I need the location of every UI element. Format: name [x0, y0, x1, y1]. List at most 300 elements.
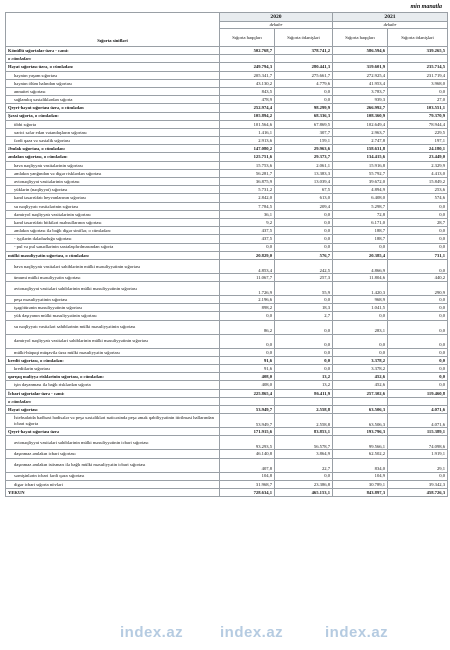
row-value: 31.968,7 — [220, 480, 275, 488]
row-value: 465.153,1 — [275, 488, 333, 496]
row-value: 6.408,0 — [333, 194, 388, 202]
table-row — [6, 356, 448, 364]
row-value: 0,0 — [275, 235, 333, 243]
row-value: 7.784,5 — [220, 202, 275, 210]
col-header-premiums-2021: Sığorta haqqları — [333, 29, 388, 47]
row-value: 1.420,3 — [333, 282, 388, 296]
row-value: 72,8 — [333, 210, 388, 218]
row-value: 257.302,6 — [333, 389, 388, 397]
row-value: 13.039,4 — [275, 178, 333, 186]
row-value: 0,0 — [388, 334, 448, 348]
row-value — [220, 397, 275, 405]
row-value: 440,2 — [388, 273, 448, 281]
table-body — [6, 47, 448, 497]
row-value: 197,1 — [388, 137, 448, 145]
row-value: 0,0 — [333, 312, 388, 320]
row-value: 5.731,2 — [220, 186, 275, 194]
row-value: 205.341,7 — [220, 71, 275, 79]
row-value: 43.130,2 — [220, 79, 275, 87]
row-value: 728.634,1 — [220, 488, 275, 496]
row-value: 3.783,7 — [333, 87, 388, 95]
row-value: 266.992,7 — [333, 104, 388, 112]
col-header-claims-2020: Sığorta ödənişləri — [275, 29, 333, 47]
table-row — [6, 389, 448, 397]
row-label: - pul və pul sənədlərinin saxtalaşdırılmasından sığorta — [6, 243, 220, 251]
row-label: sərnişinlərin icbari fərdi qəza sığortası — [6, 472, 220, 480]
row-value: 0,0 — [388, 296, 448, 304]
row-value: 56.578,7 — [275, 436, 333, 450]
row-value: 843.897,3 — [333, 488, 388, 496]
row-value: 3.968,0 — [388, 79, 448, 87]
row-value: 23.449,0 — [388, 153, 448, 161]
row-value: 36.875,9 — [220, 178, 275, 186]
row-value: 103.551,1 — [388, 104, 448, 112]
table-row — [6, 79, 448, 87]
row-value: 41.953,4 — [333, 79, 388, 87]
watermark-1: index.az — [120, 624, 184, 641]
row-value: 13,2 — [275, 373, 333, 381]
row-label: yük daşıyanın mülki məsuliyyətinin sığortası — [6, 312, 220, 320]
row-value: 968,9 — [333, 296, 388, 304]
row-value: 159,1 — [275, 137, 333, 145]
row-value: 171.915,6 — [220, 428, 275, 436]
row-label: Həyat sığortası — [6, 405, 220, 413]
row-value: 98.299,9 — [275, 104, 333, 112]
row-label: su nəqliyyatı vasitələrinin sığortası — [6, 202, 220, 210]
row-value: 115.389,1 — [388, 428, 448, 436]
table-row — [6, 153, 448, 161]
table-row — [6, 450, 448, 458]
table-row — [6, 243, 448, 251]
table-row — [6, 296, 448, 304]
row-value: 5.298,7 — [333, 202, 388, 210]
table-row — [6, 71, 448, 79]
table-row — [6, 120, 448, 128]
row-value: 29.373,7 — [275, 153, 333, 161]
row-value: 0,0 — [275, 96, 333, 104]
table-row — [6, 436, 448, 450]
row-value: 0,0 — [275, 365, 333, 373]
row-value: 2.196,6 — [220, 296, 275, 304]
row-value: 0,0 — [275, 334, 333, 348]
row-value: 56.281,7 — [220, 169, 275, 177]
row-value: 1.416,1 — [220, 128, 275, 136]
table-row — [6, 428, 448, 436]
row-value: 2,7 — [275, 312, 333, 320]
row-label: əmlakın sığortası, o cümlədən: — [6, 153, 220, 161]
row-value: 2.963,7 — [333, 128, 388, 136]
row-value: 378.741,2 — [275, 47, 333, 55]
row-value: 108.360,9 — [333, 112, 388, 120]
row-value: 0,0 — [388, 304, 448, 312]
row-value: 4.071,6 — [388, 405, 448, 413]
row-value: 574,6 — [388, 194, 448, 202]
row-value: 0,0 — [220, 348, 275, 356]
row-value: 147.080,2 — [220, 145, 275, 153]
row-value: 55,9 — [275, 282, 333, 296]
row-value: 13,2 — [275, 381, 333, 389]
row-value: 0,0 — [388, 259, 448, 273]
row-value — [275, 55, 333, 63]
row-value: 253,6 — [388, 186, 448, 194]
row-value: 275.661,7 — [275, 71, 333, 79]
table-row — [6, 104, 448, 112]
table-row — [6, 458, 448, 472]
row-value: 252.974,4 — [220, 104, 275, 112]
row-value: 2.558,8 — [275, 405, 333, 413]
table-row — [6, 87, 448, 95]
row-value: 586.594,6 — [333, 47, 388, 55]
row-value: 1.919,1 — [388, 450, 448, 458]
row-value — [333, 55, 388, 63]
unit-label: min manatla — [410, 4, 442, 10]
row-value: 99.566,1 — [333, 436, 388, 450]
row-value: 102.649,4 — [333, 120, 388, 128]
table-row — [6, 128, 448, 136]
table-row — [6, 55, 448, 63]
row-value: 235.714,5 — [388, 63, 448, 71]
row-value: 104,8 — [220, 472, 275, 480]
row-value: 249.794,3 — [220, 63, 275, 71]
table-row — [6, 273, 448, 281]
year-header-2020: 2020 — [220, 13, 333, 22]
table-row — [6, 145, 448, 153]
row-value: 29.963,6 — [275, 145, 333, 153]
row-value: 502.768,7 — [220, 47, 275, 55]
row-value: 74.098,6 — [388, 436, 448, 450]
col-header-class: Sığorta sinifləri — [6, 13, 220, 47]
table-row — [6, 251, 448, 259]
row-value: 119.460,8 — [388, 389, 448, 397]
row-label: annuitet sığortası — [6, 87, 220, 95]
row-value: 67.869,5 — [275, 120, 333, 128]
row-label: YEKUN — [6, 488, 220, 496]
table-row — [6, 282, 448, 296]
table-row — [6, 178, 448, 186]
row-label: kredit sığortası, o cümlədən: — [6, 356, 220, 364]
row-label: su nəqliyyatı vasitələri sahiblərinin mülki məsuliyyətinin sığortası — [6, 320, 220, 334]
row-value: 272.925,4 — [333, 71, 388, 79]
row-label: fərdi qəza və xəstəlik sığortası — [6, 137, 220, 145]
row-value: 29,1 — [388, 458, 448, 472]
row-value: 339.265,5 — [388, 47, 448, 55]
row-value: 939,3 — [333, 96, 388, 104]
row-label: Qeyri-həyat sığortası üzrə — [6, 428, 220, 436]
row-label: digər icbari sığorta növləri — [6, 480, 220, 488]
row-label: peşə məsuliyyətinin sığortası — [6, 296, 220, 304]
watermark-3: index.az — [325, 624, 389, 641]
table-row — [6, 210, 448, 218]
row-value: 36,1 — [220, 210, 275, 218]
row-value: 843,5 — [220, 87, 275, 95]
row-value: 20.385,4 — [333, 251, 388, 259]
row-value: 458.726,3 — [388, 488, 448, 496]
month-header-2021: dekabr — [333, 22, 448, 29]
row-value: 24.180,1 — [388, 145, 448, 153]
row-value: 613,0 — [275, 194, 333, 202]
row-value — [333, 397, 388, 405]
row-value: 193.796,3 — [333, 428, 388, 436]
table-row — [6, 397, 448, 405]
row-label: İstehsalatda bədbəxt hadisələr və peşə xəstəlikləri nəticəsində peşə əmək qabiliyyətinin itirilməsi hallarından icbari sığorta — [6, 414, 220, 428]
table-row — [6, 381, 448, 389]
row-value: 83.853,1 — [275, 428, 333, 436]
row-value: 452,6 — [333, 373, 388, 381]
col-header-premiums-2020: Sığorta haqqları — [220, 29, 275, 47]
table-row — [6, 348, 448, 356]
row-label: həyatın ölüm halından sığortası — [6, 79, 220, 87]
row-value: 576,7 — [275, 251, 333, 259]
row-value: 4.413,0 — [388, 169, 448, 177]
row-label: Qeyri-həyat sığortası üzrə, o cümlədən — [6, 104, 220, 112]
row-value: 4.853,4 — [220, 259, 275, 273]
row-value: 91,6 — [220, 365, 275, 373]
row-label: kənd təsərrüfatı heyvanlarının sığortası — [6, 194, 220, 202]
row-value: 437,5 — [220, 227, 275, 235]
row-value: 0,0 — [388, 243, 448, 251]
row-value: 280.441,3 — [275, 63, 333, 71]
row-value: 28,7 — [388, 218, 448, 226]
row-label: - işçilərin dələduzluğa sığortası — [6, 235, 220, 243]
row-value — [275, 397, 333, 405]
row-label: dəmiryol nəqliyyatı vasitələri sahiblərinin mülki məsuliyyətinin sığortası — [6, 334, 220, 348]
row-value: 0,0 — [388, 320, 448, 334]
row-value: 4.071,6 — [388, 414, 448, 428]
row-value: 22,7 — [275, 458, 333, 472]
row-value: 0,0 — [275, 243, 333, 251]
row-value: 104,9 — [333, 472, 388, 480]
row-value: 408,0 — [220, 381, 275, 389]
row-value: 407,8 — [220, 458, 275, 472]
row-value: 2.061,1 — [275, 161, 333, 169]
row-label: İcbari sığortalar üzrə - cəmi: — [6, 389, 220, 397]
row-value: 11.067,7 — [220, 273, 275, 281]
row-value: 0,0 — [220, 334, 275, 348]
table-row — [6, 112, 448, 120]
row-value: 3.378,2 — [333, 356, 388, 364]
watermark-2: index.az — [220, 624, 284, 641]
row-value: 225.865,4 — [220, 389, 275, 397]
insurance-table — [5, 12, 448, 497]
row-label: Şəxsi sığorta, o cümlədən: — [6, 112, 220, 120]
row-value: 3.378,2 — [333, 365, 388, 373]
row-value: 0,0 — [275, 87, 333, 95]
row-label: qarışıq maliyyə risklərinin sığortası, o cümlədən: — [6, 373, 220, 381]
row-label: işəgötürənin məsuliyyətinin sığortası — [6, 304, 220, 312]
row-value: 0,0 — [220, 243, 275, 251]
table-row — [6, 480, 448, 488]
row-value: 63.506,3 — [333, 405, 388, 413]
table-row — [6, 259, 448, 273]
row-value: 53.949,7 — [220, 405, 275, 413]
table-row — [6, 194, 448, 202]
row-value: 452,6 — [333, 381, 388, 389]
row-label: əmlakın sığortası ilə bağlı digər siniflər, o cümlədən: — [6, 227, 220, 235]
table-row — [6, 320, 448, 334]
row-value: 4.779,6 — [275, 79, 333, 87]
row-value: 0,0 — [388, 365, 448, 373]
row-label: həyatın yaşam sığortası — [6, 71, 220, 79]
row-value: 68.336,3 — [275, 112, 333, 120]
row-label: mülki məsuliyyətin sığortası, o cümlədən: — [6, 251, 220, 259]
table-row — [6, 63, 448, 71]
row-value: 408,0 — [220, 373, 275, 381]
row-value: 93.293,5 — [220, 436, 275, 450]
row-value: 55.792,7 — [333, 169, 388, 177]
row-value: 39.672,0 — [333, 178, 388, 186]
row-value: 0,0 — [388, 235, 448, 243]
row-value: 0,0 — [388, 202, 448, 210]
col-header-claims-2021: Sığorta ödənişləri — [388, 29, 448, 47]
row-label: yüklərin (nəqliyyat) sığortası — [6, 186, 220, 194]
row-value: 27,0 — [388, 96, 448, 104]
month-header-2020: dekabr — [220, 22, 333, 29]
row-value: 4.894,9 — [333, 186, 388, 194]
row-value: 0,0 — [388, 373, 448, 381]
row-value: 229,5 — [388, 128, 448, 136]
row-value: 1.041,5 — [333, 304, 388, 312]
row-value: 0,0 — [388, 348, 448, 356]
row-value: 63.506,3 — [333, 414, 388, 428]
row-value: 257,3 — [275, 273, 333, 281]
row-value: 2.329,9 — [388, 161, 448, 169]
row-value: 0,0 — [275, 227, 333, 235]
row-label: Əmlak sığortası, o cümlədən: — [6, 145, 220, 153]
row-value: 0,0 — [275, 348, 333, 356]
row-value: 91,6 — [220, 356, 275, 364]
row-value: 15.849,2 — [388, 178, 448, 186]
row-label: dəmiryol nəqliyyatı vasitələrinin sığortası — [6, 210, 220, 218]
row-value: 158.631,8 — [333, 145, 388, 153]
table-row — [6, 373, 448, 381]
row-value: 30.789,1 — [333, 480, 388, 488]
row-value: 134.415,6 — [333, 153, 388, 161]
table-row — [6, 186, 448, 194]
row-value: 15.916,8 — [333, 161, 388, 169]
row-value: 6.171,0 — [333, 218, 388, 226]
year-header-2021: 2021 — [333, 13, 448, 22]
row-value: 86,2 — [220, 320, 275, 334]
row-value: 11.804,6 — [333, 273, 388, 281]
row-value: 0,0 — [275, 320, 333, 334]
table-row — [6, 169, 448, 177]
row-label: sağlamlıq xəstəliklərdən sığorta — [6, 96, 220, 104]
table-row — [6, 405, 448, 413]
row-label: əmlakın yanğından və digər risklərdən sığortası — [6, 169, 220, 177]
row-value: 731,1 — [388, 251, 448, 259]
row-value: 4.866,9 — [333, 259, 388, 273]
row-value: 15.753,6 — [220, 161, 275, 169]
row-value: 0,0 — [388, 356, 448, 364]
row-value: 478,9 — [220, 96, 275, 104]
row-label: ümumi mülki məsuliyyətin sığortası — [6, 273, 220, 281]
row-value: 283,1 — [333, 320, 388, 334]
table-row — [6, 312, 448, 320]
row-value — [388, 55, 448, 63]
row-label: kreditlərin sığortası — [6, 365, 220, 373]
row-value — [388, 397, 448, 405]
row-label: avtonəqliyyat vasitələrinin sığortası — [6, 178, 220, 186]
row-value: 0,0 — [333, 334, 388, 348]
row-value: 9,2 — [220, 218, 275, 226]
row-value: 898,2 — [220, 304, 275, 312]
row-value: 78.944,4 — [388, 120, 448, 128]
row-label: o cümlədən: — [6, 397, 220, 405]
row-label: mülki-hüquqi müqavilə üzrə mülki məsuliyyətin sığortası — [6, 348, 220, 356]
row-value: 39.342,3 — [388, 480, 448, 488]
row-value: 834,0 — [333, 458, 388, 472]
row-value: 0,0 — [220, 312, 275, 320]
row-value: 79.370,9 — [388, 112, 448, 120]
row-label: hava nəqliyyatı vasitələri sahiblərinin mülki məsuliyyətinin sığortası — [6, 259, 220, 273]
row-value: 307,7 — [275, 128, 333, 136]
row-value — [220, 55, 275, 63]
row-value: 0,0 — [333, 348, 388, 356]
row-label: Həyat sığortası üzrə, o cümlədən: — [6, 63, 220, 71]
row-value: 67,5 — [275, 186, 333, 194]
row-label: daşınmaz əmlakın istismarı ilə bağlı mülki məsuliyyətin icbari sığortası — [6, 458, 220, 472]
row-value: 13.383,3 — [275, 169, 333, 177]
row-value: 1.726,9 — [220, 282, 275, 296]
row-value: 0,0 — [388, 312, 448, 320]
table-row — [6, 47, 448, 55]
row-value: 231.719,4 — [388, 71, 448, 79]
table-row — [6, 472, 448, 480]
table-row — [6, 235, 448, 243]
row-label: avtonəqliyyat vasitələri sahiblərinin mülki məsuliyyətinin sığortası — [6, 282, 220, 296]
table-row — [6, 334, 448, 348]
row-value: 0,0 — [275, 210, 333, 218]
row-value: 242,5 — [275, 259, 333, 273]
row-value: 0,0 — [275, 296, 333, 304]
row-value: 2.842,0 — [220, 194, 275, 202]
table-row — [6, 137, 448, 145]
row-value: 209,4 — [275, 202, 333, 210]
row-value: 23.386,8 — [275, 480, 333, 488]
row-value: 46.140,8 — [220, 450, 275, 458]
row-label: tibbi sığorta — [6, 120, 220, 128]
table-row — [6, 227, 448, 235]
row-label: hava nəqliyyatı vasitələrinin sığortası — [6, 161, 220, 169]
row-value: 2.558,8 — [275, 414, 333, 428]
row-value: 0,0 — [388, 87, 448, 95]
row-value: 0,0 — [333, 243, 388, 251]
table-row — [6, 365, 448, 373]
row-value: 0,0 — [275, 356, 333, 364]
row-value: 0,0 — [388, 227, 448, 235]
row-label: işin dayanması ilə bağlı risklərdən sığorta — [6, 381, 220, 389]
row-label: o cümlədən: — [6, 55, 220, 63]
row-label: daşınmaz əmlakın icbari sığortası — [6, 450, 220, 458]
row-value: 105.894,2 — [220, 112, 275, 120]
table-row — [6, 414, 448, 428]
table-row — [6, 202, 448, 210]
row-value: 188,7 — [333, 235, 388, 243]
row-label: xarici səfər edən vətəndaşların sığortası — [6, 128, 220, 136]
row-value: 319.601,9 — [333, 63, 388, 71]
row-value: 290,9 — [388, 282, 448, 296]
row-value: 125.751,6 — [220, 153, 275, 161]
row-value: 53.949,7 — [220, 414, 275, 428]
table-row — [6, 488, 448, 496]
row-value: 0,0 — [388, 210, 448, 218]
row-value: 0,0 — [388, 472, 448, 480]
row-value: 2.913,6 — [220, 137, 275, 145]
table-row — [6, 304, 448, 312]
row-value: 101.564,6 — [220, 120, 275, 128]
row-value: 86.411,9 — [275, 389, 333, 397]
row-value: 0,0 — [388, 381, 448, 389]
